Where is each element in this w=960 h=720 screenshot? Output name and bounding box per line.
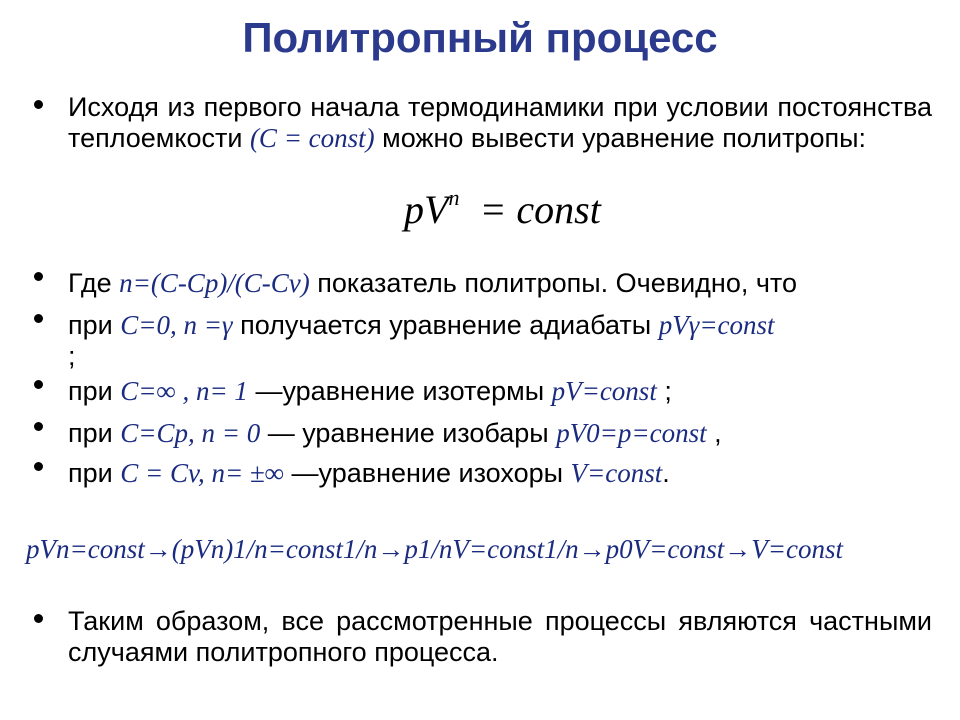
isothermal-condition: C=∞ , n= 1 <box>120 376 248 406</box>
isobaric-equation: pV0=p=const <box>556 418 707 448</box>
polytrope-equation <box>404 186 601 233</box>
bullet-dot <box>34 422 43 431</box>
formula-lhs: pV <box>404 187 449 232</box>
isochoric-equation: V=const <box>570 458 663 488</box>
line-tail: ; <box>656 376 672 406</box>
line-prefix: при <box>68 376 121 406</box>
bullet-dot <box>34 272 43 281</box>
line-prefix: при <box>68 458 121 488</box>
adiabatic-line <box>68 310 775 341</box>
intro-formula: (C = const) <box>249 123 375 153</box>
line-prefix: Где <box>68 268 120 298</box>
bullet-dot <box>34 614 43 623</box>
intro-text-b: можно вывести уравнение политропы: <box>374 123 866 153</box>
slide-title: Политропный процесс <box>242 14 718 61</box>
formula-exponent: n <box>448 184 460 210</box>
formula-rhs: = const <box>479 187 601 232</box>
line-mid: —уравнение изохоры <box>284 458 571 488</box>
adiabatic-line-tail: ; <box>68 341 76 371</box>
adiabatic-equation: pVγ=const <box>658 310 775 340</box>
bullet-dot <box>34 100 43 109</box>
isobaric-line <box>68 418 722 449</box>
line-mid: — уравнение изобары <box>260 418 557 448</box>
intro-paragraph <box>68 92 932 154</box>
bullet-dot <box>34 380 43 389</box>
line-suffix: показатель политропы. Очевидно, что <box>309 268 797 298</box>
line-prefix: при <box>68 310 121 340</box>
intro-text-a: Исходя из первого начала термодинамики при условии постоянства теплоемкости <box>68 92 932 153</box>
polytropic-index-formula: n=(C-Cp)/(C-Cv) <box>119 268 310 298</box>
isothermal-equation: pV=const <box>551 376 657 406</box>
transformation-chain: pVn=const→(pVn)1/n=const1/n→p1/nV=const1/n→p0V=const→V=const <box>26 534 844 564</box>
conclusion-paragraph: Таким образом, все рассмотренные процессы являются частными случаями политропного процесса. <box>68 606 932 667</box>
line-mid: получается уравнение адиабаты <box>232 310 659 340</box>
isochoric-line <box>68 458 670 489</box>
polytropic-index-line <box>68 268 797 299</box>
line-prefix: при <box>68 418 121 448</box>
line-tail: , <box>706 418 722 448</box>
bullet-dot <box>34 314 43 323</box>
isobaric-condition: C=Cp, n = 0 <box>120 418 261 448</box>
isothermal-line <box>68 376 672 407</box>
adiabatic-condition: C=0, n =γ <box>120 310 233 340</box>
bullet-dot <box>34 462 43 471</box>
line-mid: —уравнение изотермы <box>247 376 552 406</box>
isochoric-condition: C = Cv, n= ±∞ <box>120 458 284 488</box>
line-tail: . <box>662 458 670 488</box>
